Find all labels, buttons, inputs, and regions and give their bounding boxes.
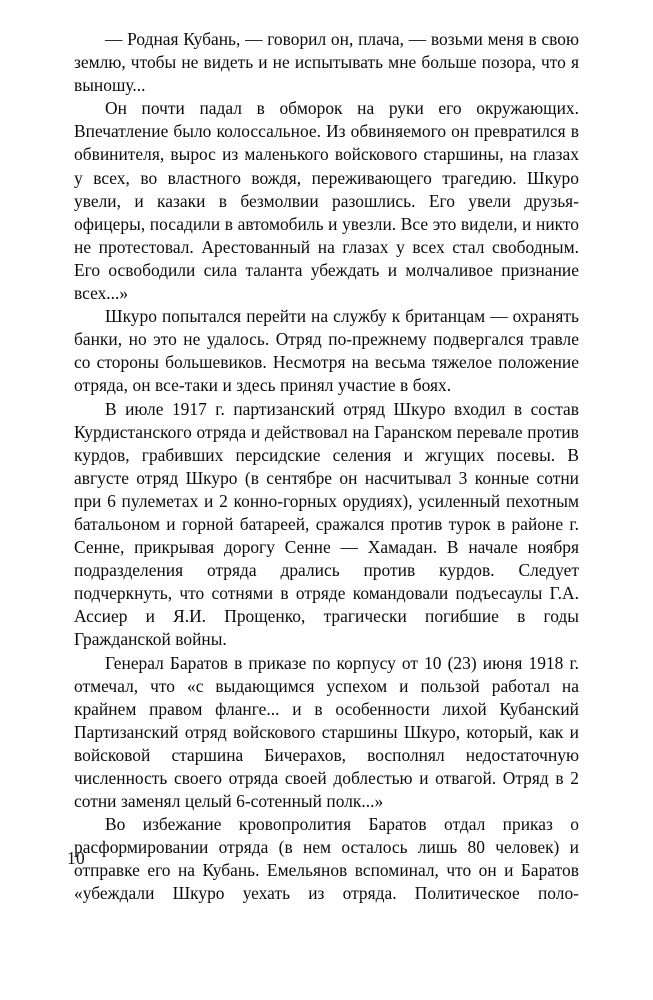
paragraph: Во избежание кровопролития Баратов отдал приказ о расформировании отряда (в нем осталось лишь 80 человек) и отправке его на Кубань. Емельянов вспоминал, что он и Баратов «убеждали Шкуро уехать из отряда. Политическое поло- <box>74 814 579 904</box>
paragraph: В июле 1917 г. партизанский отряд Шкуро входил в состав Курдистанского отряда и действовал на Гаранском перевале против курдов, грабивших персидские селения и жгущих посевы. В августе отряд Шкуро (в сентябре он насчитывал 3 конные сотни при 6 пулеметах и 2 конно-горных орудиях), усиленный пехотным батальоном и горной батареей, сражался против турок в районе г. Сенне, прикрывая дорогу Сенне — Хамадан. В начале ноября подразделения отряда дрались против курдов. Следует подчеркнуть, что сотнями в отряде командовали подъесаулы Г.А. Ассиер и Я.И. Прощенко, трагически погибшие в годы Гражданской войны. <box>74 398 579 650</box>
page-number: 10 <box>67 848 85 868</box>
paragraph: — Родная Кубань, — говорил он, плача, — возьми меня в свою землю, чтобы не видеть и не испытывать мне больше позора, что я выношу... <box>74 29 579 96</box>
paragraph: Он почти падал в обморок на руки его окружающих. Впечатление было колоссальное. Из обвиняемого он превратился в обвинителя, вырос из маленького войскового старшины, на глазах у всех, во властного вождя, переживающего трагедию. Шкуро увели, и казаки в безмолвии разошлись. Его увели друзья-офицеры, посадили в автомобиль и увезли. Все это видели, и никто не протестовал. Арестованный на глазах у всех стал свободным. Его освободили сила таланта убеждать и молчаливое признание всех...» <box>74 98 579 304</box>
paragraph: Генерал Баратов в приказе по корпусу от 10 (23) июня 1918 г. отмечал, что «с выдающимся успехом и пользой работал на крайнем правом фланге... и в особенности лихой Кубанский Партизанский отряд войскового старшины Шкуро, который, как и войсковой старшина Бичерахов, восполнял недостаточную численность своего отряда своей доблестью и отвагой. Отряд в 2 сотни заменял целый 6-сотенный полк...» <box>74 652 579 812</box>
paragraph: Шкуро попытался перейти на службу к британцам — охранять банки, но это не удалось. Отряд по-прежнему подвергался травле со стороны большевиков. Несмотря на весьма тяжелое положение отряда, он все-таки и здесь принял участие в боях. <box>74 306 579 396</box>
page-text-column <box>74 28 579 929</box>
